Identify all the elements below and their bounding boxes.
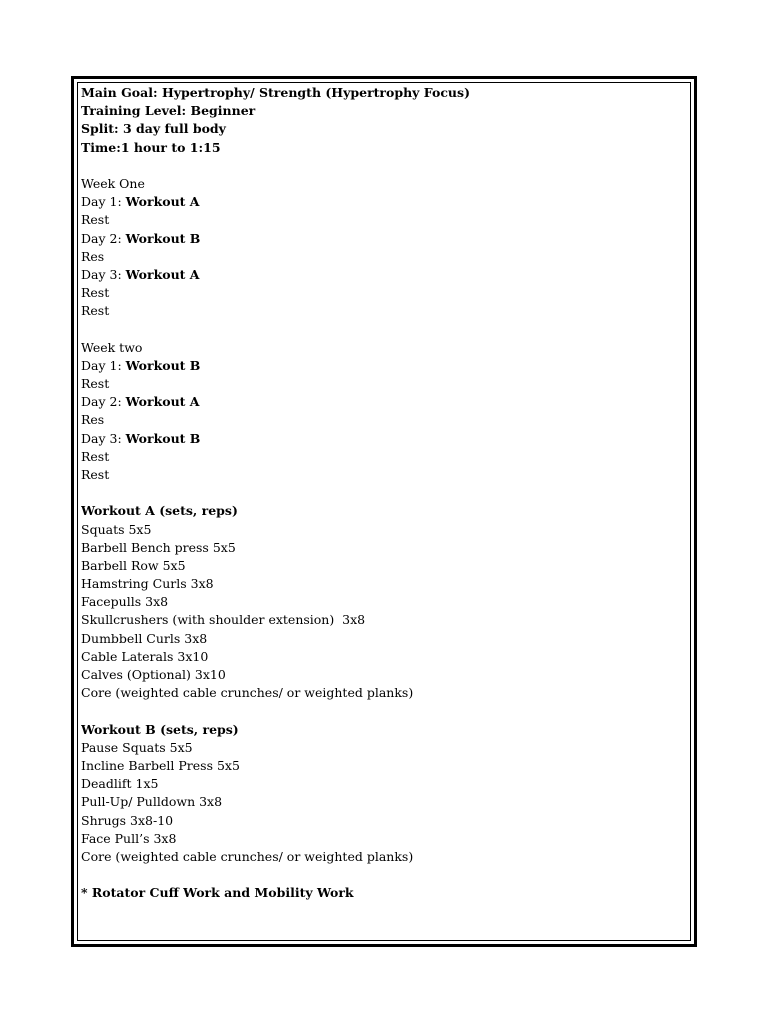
schedule-entry: Rest [81, 466, 110, 482]
exercise-item: Shrugs 3x8-10 [81, 812, 174, 828]
schedule-entry: Rest [81, 376, 110, 391]
schedule-entry: Rest [81, 448, 110, 464]
exercise-item: Facepulls 3x8 [81, 594, 169, 610]
schedule-entry: Day 3: Workout B [81, 430, 201, 446]
time: Time:1 hour to 1:15 [81, 139, 221, 155]
week-one-title: Week One [81, 175, 145, 191]
exercise-item: Core (weighted cable crunches/ or weighted planks) [81, 848, 414, 864]
exercise-item: Skullcrushers (with shoulder extension) 3x8 [81, 612, 366, 628]
schedule-entry: Rest [81, 212, 110, 228]
exercise-item: Core (weighted cable crunches/ or weighted planks) [81, 685, 414, 701]
exercise-item: Deadlift 1x5 [81, 776, 159, 792]
schedule-entry: Day 1: Workout B [81, 357, 201, 373]
schedule-entry: Day 2: Workout B [81, 230, 201, 246]
schedule-entry: Res [81, 412, 105, 428]
week-two-title: Week two [81, 339, 143, 355]
exercise-item: Incline Barbell Press 5x5 [81, 757, 240, 773]
split: Split: 3 day full body [81, 121, 226, 137]
exercise-item: Pull-Up/ Pulldown 3x8 [81, 794, 223, 810]
schedule-entry: Rest [81, 285, 110, 301]
schedule-entry: Day 1: Workout A [81, 194, 200, 210]
exercise-item: Dumbbell Curls 3x8 [81, 630, 208, 646]
spacer [81, 484, 681, 502]
schedule-entry: Day 3: Workout A [81, 266, 200, 282]
workout-plan [81, 84, 681, 902]
spacer [81, 866, 681, 884]
main-goal: Main Goal: Hypertrophy/ Strength (Hypertrophy Focus) [81, 85, 470, 100]
week-one-section [81, 175, 681, 321]
workout-b-section [81, 721, 681, 867]
schedule-entry: Res [81, 248, 105, 264]
exercise-item: Hamstring Curls 3x8 [81, 576, 214, 592]
exercise-item: Calves (Optional) 3x10 [81, 667, 226, 682]
plan-header [81, 84, 681, 157]
schedule-entry: Day 2: Workout A [81, 394, 200, 410]
exercise-item: Pause Squats 5x5 [81, 739, 193, 755]
spacer [81, 702, 681, 720]
workout-b-title: Workout B (sets, reps) [81, 721, 239, 737]
training-level: Training Level: Beginner [81, 103, 256, 119]
exercise-item: Barbell Row 5x5 [81, 557, 186, 573]
exercise-item: Barbell Bench press 5x5 [81, 539, 236, 555]
workout-a-section [81, 502, 681, 702]
workout-a-title: Workout A (sets, reps) [81, 503, 238, 519]
footer-note: * Rotator Cuff Work and Mobility Work [81, 885, 354, 901]
spacer [81, 157, 681, 175]
week-two-section [81, 339, 681, 485]
exercise-item: Squats 5x5 [81, 521, 152, 537]
exercise-item: Face Pull’s 3x8 [81, 830, 177, 846]
spacer [81, 320, 681, 338]
schedule-entry: Rest [81, 303, 110, 319]
exercise-item: Cable Laterals 3x10 [81, 648, 209, 664]
